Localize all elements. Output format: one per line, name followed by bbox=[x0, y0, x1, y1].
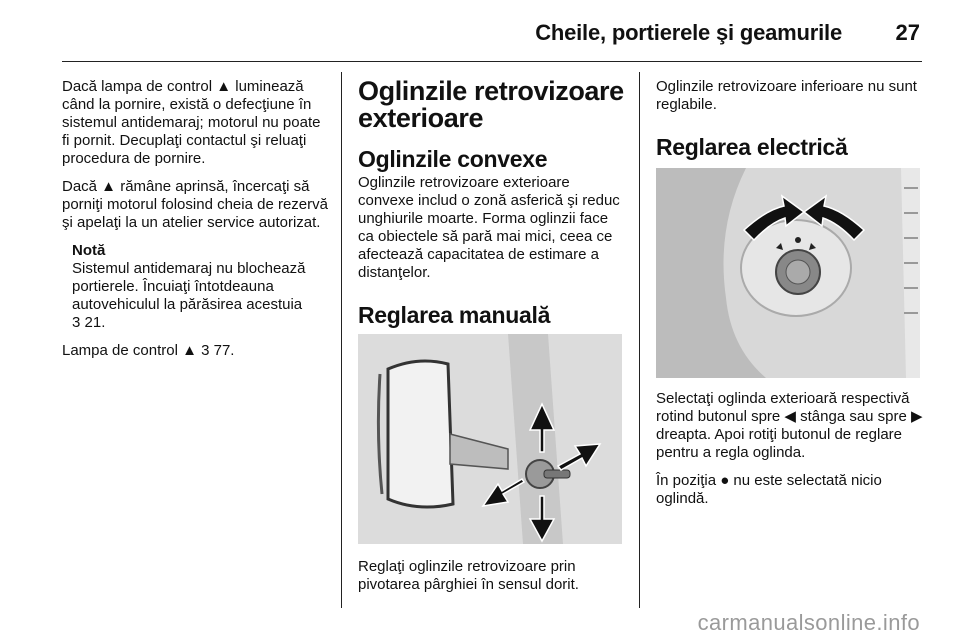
header-rule bbox=[62, 61, 922, 62]
header-title: Cheile, portierele şi geamurile bbox=[535, 20, 842, 45]
manual-mirror-figure bbox=[358, 334, 622, 544]
column-3 bbox=[656, 78, 924, 160]
convex-mirrors-text: Oglinzile retrovizoare exterioare convexe includ o zonă asferică şi reduc unghiurile moarte. Forma oglinzii face ca obiectele să pară mai mici, ceea ce afectează capacitatea de estimare a distanţelor. bbox=[358, 174, 620, 281]
lower-mirrors-text: Oglinzile retrovizoare inferioare nu sunt reglabile. bbox=[656, 78, 917, 113]
note-title: Notă bbox=[72, 242, 106, 259]
page-number: 27 bbox=[895, 20, 920, 45]
control-lamp-paragraph: Lampa de control ▲ 3 77. bbox=[62, 342, 235, 359]
column-1 bbox=[62, 78, 330, 370]
column-divider-1 bbox=[341, 72, 342, 608]
select-mirror-text: Selectaţi oglinda exterioară respectivă rotind butonul spre ◀ stânga sau spre ▶ dreapta. Apoi rotiţi butonul de reglare pentru a regla oglinda. bbox=[656, 390, 923, 461]
note-body: Sistemul antidemaraj nu blochează portierele. Încuiaţi întotdeauna autovehiculul la părăsirea acestuia bbox=[72, 260, 306, 313]
subsection-manual-adjustment: Reglarea manuală bbox=[358, 302, 551, 328]
manual-caption-block bbox=[358, 558, 626, 604]
electric-mirror-illustration bbox=[656, 168, 920, 378]
manual-mirror-illustration bbox=[358, 334, 622, 544]
note-page-ref: 3 21. bbox=[72, 314, 106, 331]
immobiliser-fault-paragraph: Dacă lampa de control ▲ luminează când la pornire, există o defecţiune în sistemul antidemaraj; motorul nu poate fi pornit. Decuplaţi contactul şi reluaţi procedura de pornire. bbox=[62, 78, 321, 167]
neutral-position-text: În poziţia ● nu este selectată nicio oglindă. bbox=[656, 472, 882, 507]
column-2 bbox=[358, 78, 626, 328]
page-header bbox=[0, 0, 960, 62]
subsection-electric-adjustment: Reglarea electrică bbox=[656, 134, 848, 160]
watermark: carmanualsonline.info bbox=[697, 610, 920, 635]
immobiliser-spare-key-paragraph: Dacă ▲ rămâne aprinsă, încercaţi să porniţi motorul folosind cheia de rezervă şi apelaţi la un atelier service autorizat. bbox=[62, 178, 328, 231]
electric-text-block bbox=[656, 390, 924, 518]
section-title-mirrors: Oglinzile retrovizoare exterioare bbox=[358, 76, 624, 133]
column-divider-2 bbox=[639, 72, 640, 608]
manual-adjustment-caption: Reglaţi oglinzile retrovizoare prin pivotarea pârghiei în sensul dorit. bbox=[358, 558, 579, 593]
electric-mirror-figure bbox=[656, 168, 920, 378]
subsection-convex-mirrors: Oglinzile convexe bbox=[358, 146, 548, 172]
note-box bbox=[72, 242, 330, 332]
